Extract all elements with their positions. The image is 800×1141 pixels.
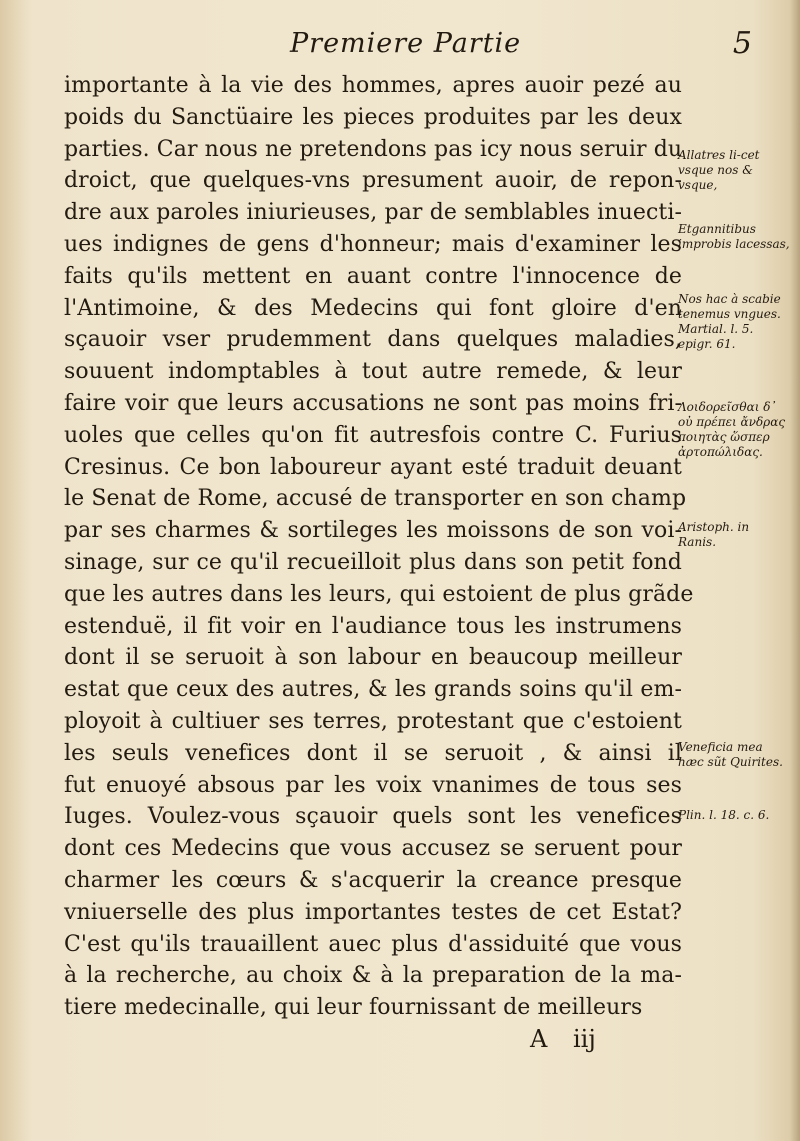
text-line: à la recherche, au choix & à la preparation de la ma- [64, 963, 682, 989]
margin-note: Allatres li-cet vsque nos & vsque, [678, 148, 760, 192]
text-line: tiere medecinalle, qui leur fournissant de meilleurs [64, 995, 643, 1021]
text-line: estat que ceux des autres, & les grands soins qu'il em- [64, 677, 682, 703]
running-title: Premiere Partie [290, 28, 522, 59]
text-line: souuent indomptables à tout autre remede, & leur [64, 359, 682, 385]
margin-note: Aristoph. in Ranis. [678, 520, 750, 549]
text-line: ployoit à cultiuer ses terres, protestant que c'estoient [64, 708, 682, 734]
text-line: dont il se seruoit à son labour en beaucoup meilleur [64, 645, 682, 671]
page-edge-shadow [790, 0, 800, 1141]
text-line: ues indignes de gens d'honneur; mais d'examiner les [64, 231, 682, 257]
text-line: faire voir que leurs accusations ne sont pas moins fri- [64, 390, 682, 416]
text-line: uoles que celles qu'on fit autresfois contre C. Furius [64, 422, 682, 448]
text-line: faits qu'ils mettent en auant contre l'innocence de [64, 263, 682, 289]
signature-mark: A iij [530, 1025, 596, 1053]
text-line: sinage, sur ce qu'il recueilloit plus dans son petit fond [64, 549, 682, 575]
text-line: sçauoir vser prudemment dans quelques maladies, [64, 327, 682, 353]
text-line: droict, que quelques-vns presument auoir, de repon- [64, 168, 682, 194]
margin-note: Nos hac à scabie tenemus vngues. Martial. l. 5. epigr. 61. [678, 292, 781, 351]
margin-note: Veneficia mea hæc sũt Quirites. [678, 740, 783, 769]
text-line: Iuges. Voulez-vous sçauoir quels sont les venefices [64, 804, 682, 830]
text-line: vniuerselle des plus importantes testes de cet Estat? [64, 899, 682, 925]
text-line: fut enuoyé absous par les voix vnanimes de tous ses [64, 772, 682, 798]
text-line: dont ces Medecins que vous accusez se seruent pour [64, 836, 682, 862]
text-line: C'est qu'ils trauaillent auec plus d'assiduité que vous [64, 931, 682, 957]
margin-note: Etgannitibus improbis lacessas, [678, 222, 790, 251]
text-line: dre aux paroles iniurieuses, par de semblables inuecti- [64, 200, 682, 226]
text-line: les seuls venefices dont il se seruoit , & ainsi il [64, 740, 682, 766]
text-line: que les autres dans les leurs, qui estoient de plus grãde [64, 581, 694, 607]
margin-note: Λοιδορεῖσθαι δ᾽ οὐ πρέπει ἄνδρας ποιητὰς ὥσπερ ἀρτοπώλιδας. [678, 400, 786, 459]
text-line: l'Antimoine, & des Medecins qui font gloire d'en [64, 295, 682, 321]
margin-notes [672, 0, 792, 1141]
text-line: charmer les cœurs & s'acquerir la creance presque [64, 867, 682, 893]
margin-note: Plin. l. 18. c. 6. [678, 808, 770, 822]
text-line: Cresinus. Ce bon laboureur ayant esté traduit deuant [64, 454, 682, 480]
body-text [64, 70, 694, 1024]
text-line: par ses charmes & sortileges les moissons de son voi- [64, 518, 682, 544]
text-line: estenduë, il fit voir en l'audiance tous les instrumens [64, 613, 682, 639]
text-line: parties. Car nous ne pretendons pas icy nous seruir du [64, 136, 683, 162]
text-line: le Senat de Rome, accusé de transporter en son champ [64, 486, 687, 512]
text-line: poids du Sanctüaire les pieces produites par les deux [64, 104, 682, 130]
page-number: 5 [732, 26, 752, 61]
text-line: importante à la vie des hommes, apres auoir pezé au [64, 73, 682, 98]
page-header [60, 24, 760, 68]
